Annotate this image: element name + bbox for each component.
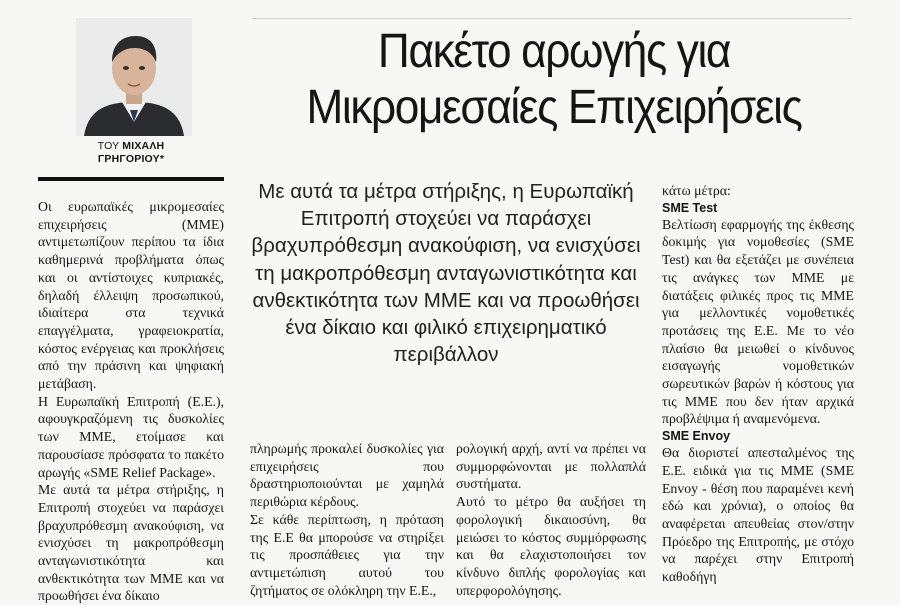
paragraph: κάτω μέτρα: — [662, 183, 731, 198]
headline-line2: Μικρομεσαίες Επιχειρήσεις — [306, 81, 802, 134]
paragraph: πληρωμής προκαλεί δυσκολίες για επιχειρήσεις που δραστηριοποιούνται με χαμηλά περιθώρια κέρδους. — [250, 441, 444, 510]
byline-rule — [38, 177, 224, 181]
byline-name-line2: ΓΡΗΓΟΡΙΟΥ* — [97, 153, 165, 165]
article-column-3 — [456, 440, 646, 599]
paragraph: Οι ευρωπαϊκές μικρομεσαίες επιχειρήσεις (ΜΜΕ) αντιμετωπίζουν περίπου τα ίδια καθημερινά προβλήματα όπως και οι αντίστοιχες κυπριακές, δηλαδή έλλειψη προσωπικού, ιδιαίτερα στα τεχνικά επαγγέλματα, γραφειοκρατία, κόστος ενέργειας και προκλήσεις από την πράσινη και ψηφιακή μετάβαση. — [38, 199, 224, 392]
paragraph: Με αυτά τα μέτρα στήριξης, η Επιτροπή στοχεύει να παράσχει βραχυπρόθεσμη ανακούφιση, να ενισχύσει τη μακροπρόθεσμη ανταγωνιστικότητα και ανθεκτικότητα των ΜΜΕ και να προωθήσει ένα δίκαιο — [38, 482, 224, 604]
article-column-4 — [662, 182, 854, 586]
paragraph: Θα διοριστεί απεσταλμένος της Ε.Ε. ειδικά για τις ΜΜΕ (SME Envoy - θέση που παραμένει κενή εδώ και χρόνια), ο οποίος θα αναφέρεται απευθείας στον/στην Πρόεδρο της Επιτροπής, με στόχο να παρέχει στην Επιτροπή καθοδήγη — [662, 445, 854, 585]
paragraph: Βελτίωση εφαρμογής της έκθεσης δοκιμής για νομοθεσίες (SME Test) και θα εξετάζει με συνέπεια τις ανάγκες των ΜΜΕ με διατάξεις φιλικές προς τις ΜΜΕ για μελλοντικές νομοθετικές προτάσεις της Ε.Ε. Με το νέο πλαίσιο θα μειωθεί ο κίνδυνος εισαγωγής νομοθετικών σωρευτικών βαρών ή κόστους για τις ΜΜΕ που δεν ήταν αρχικά προβλέψιμα ή αναμενόμενα. — [662, 216, 854, 427]
byline-name-line1: ΜΙΧΑΛΗ — [122, 140, 165, 152]
paragraph: Σε κάθε περίπτωση, η πρόταση της Ε.Ε θα μπορούσε να στηρίξει τις προσπάθειες για την αντιμετώπιση αυτού του ζητήματος σε ολόκληρη την Ε.Ε., — [250, 511, 444, 598]
top-rule — [252, 18, 852, 19]
headline — [271, 24, 838, 136]
headline-line1: Πακέτο αρωγής για — [377, 25, 731, 78]
paragraph: ρολογική αρχή, αντί να πρέπει να συμμορφώνονται με πολλαπλά συστήματα. — [456, 441, 646, 492]
byline-prefix: ΤΟΥ — [97, 140, 120, 152]
paragraph: Η Ευρωπαϊκή Επιτροπή (Ε.Ε.), αφουγκραζόμενη τις δυσκολίες των ΜΜΕ, ετοίμασε και παρουσίασε πρόσφατα το πακέτο αρωγής «SME Relief Package». — [38, 393, 224, 480]
subheading: SME Envoy — [662, 429, 731, 444]
subheading: SME Test — [662, 200, 718, 215]
paragraph: Αυτό το μέτρο θα αυξήσει τη φορολογική δικαιοσύνη, θα μειώσει το κόστος συμμόρφωσης και θα ελαχιστοποιήσει τον κίνδυνο διπλής φορολογίας και υπερφορολόγησης. — [456, 494, 646, 598]
pull-quote: Με αυτά τα μέτρα στήριξης, η Ευρωπαϊκή Επιτροπή στοχεύει να παράσχει βραχυπρόθεσμη ανακούφιση, να ενισχύσει τη μακροπρόθεσμη ανταγωνιστικότητα και ανθεκτικότητα των ΜΜΕ και να προωθήσει ένα δίκαιο και φιλικό επιχειρηματικό περιβάλλον — [251, 180, 641, 367]
article-column-2 — [250, 440, 444, 599]
article-column-1 — [38, 198, 224, 605]
author-photo — [76, 18, 192, 136]
byline — [38, 140, 224, 166]
